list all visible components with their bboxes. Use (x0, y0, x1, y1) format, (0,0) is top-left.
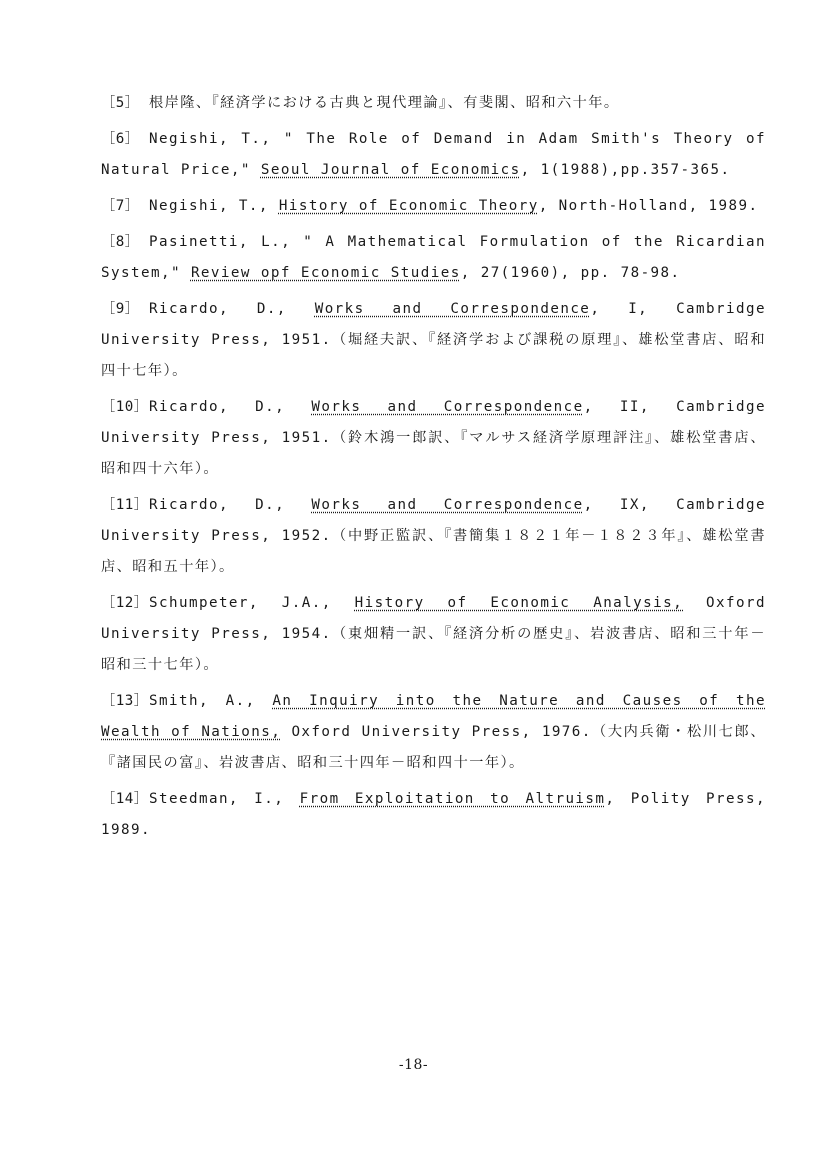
reference-text: Ricardo, D., (149, 301, 315, 317)
reference-text-tail: , IX, Cambridge University Press, 1952.（中野正監訳、『書簡集１８２１年－１８２３年』、雄松堂書店、昭和五十年）。 (101, 497, 766, 575)
reference-text-tail: , 27(1960), pp. 78-98. (460, 265, 681, 281)
reference-work-title: From Exploitation to Altruism (299, 791, 606, 807)
reference-text-tail: , 1(1988),pp.357-365. (520, 162, 731, 178)
reference-work-title: Works and Correspondence (314, 301, 591, 317)
reference-work-title: Works and Correspondence (311, 399, 584, 415)
reference-work-title: Works and Correspondence (311, 497, 584, 513)
reference-list (101, 88, 766, 851)
reference-number: ［12］ (101, 595, 149, 611)
reference-text: Smith, A., (149, 693, 273, 709)
reference-text: Ricardo, D., (149, 497, 312, 513)
reference-number: ［5］ (101, 95, 140, 111)
reference-number: ［11］ (101, 497, 149, 513)
reference-number: ［6］ (101, 131, 140, 147)
reference-item (101, 784, 766, 846)
reference-text-tail: Oxford University Press, 1954.（東畑精一訳、『経済分析の歴史』、岩波書店、昭和三十年－昭和三十七年）。 (101, 595, 766, 673)
reference-text: Pasinetti, L., " A Mathematical Formulation of the Ricardian System," (101, 234, 766, 281)
reference-text-tail: , II, Cambridge University Press, 1951.（鈴木鴻一郎訳、『マルサス経済学原理評注』、雄松堂書店、昭和四十六年）。 (101, 399, 766, 477)
reference-text: Negishi, T., (149, 198, 279, 214)
reference-number: ［8］ (101, 234, 140, 250)
reference-number: ［10］ (101, 399, 149, 415)
reference-number: ［9］ (101, 301, 140, 317)
reference-text: 根岸隆、『経済学における古典と現代理論』、有斐閣、昭和六十年。 (149, 95, 620, 111)
reference-work-title: History of Economic Theory (278, 198, 539, 214)
reference-text: Ricardo, D., (149, 399, 312, 415)
reference-work-title: An Inquiry into the Nature and Causes of the Wealth of Nations, (101, 693, 766, 740)
reference-text-tail: Oxford University Press, 1976.（大内兵衛・松川七郎、『諸国民の富』、岩波書店、昭和三十四年－昭和四十一年）。 (101, 724, 766, 771)
reference-number: ［13］ (101, 693, 149, 709)
reference-text-tail: , North-Holland, 1989. (538, 198, 759, 214)
reference-work-title: Seoul Journal of Economics (260, 162, 521, 178)
reference-text: Schumpeter, J.A., (149, 595, 355, 611)
reference-text-tail: , I, Cambridge University Press, 1951.（堀経夫訳、『経済学および課税の原理』、雄松堂書店、昭和四十七年）。 (101, 301, 766, 379)
reference-item (101, 686, 766, 779)
reference-work-title: Review opf Economic Studies (190, 265, 461, 281)
reference-number: ［14］ (101, 791, 149, 807)
reference-item (101, 227, 766, 289)
reference-item (101, 392, 766, 485)
reference-item (101, 490, 766, 583)
reference-work-title: History of Economic Analysis, (354, 595, 684, 611)
reference-item (101, 294, 766, 387)
reference-item (101, 588, 766, 681)
reference-text-tail: , Polity Press, 1989. (101, 791, 767, 838)
reference-text: Negishi, T., " The Role of Demand in Adam Smith's Theory of Natural Price," (101, 131, 766, 178)
reference-text: Steedman, I., (149, 791, 300, 807)
page-number: -18- (398, 1057, 429, 1073)
reference-item (101, 124, 766, 186)
reference-item (101, 191, 766, 222)
reference-number: ［7］ (101, 198, 140, 214)
reference-item (101, 88, 766, 119)
